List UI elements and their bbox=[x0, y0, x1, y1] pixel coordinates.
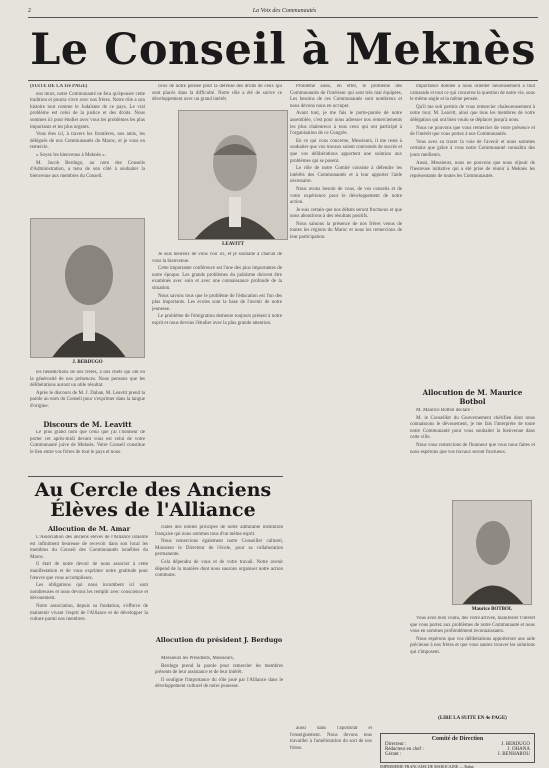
headline-rule bbox=[28, 80, 538, 81]
col2-lower-para-2: Nous savons tous que le problème de l'éducation est l'un des plus importants. Les écoles sont la base de l'avenir de notre jeunesse. bbox=[152, 293, 282, 312]
printer-line: IMPRIMERIE FRANÇAISE DE MAROCAINE — Rabat bbox=[380, 764, 474, 768]
col2-lower-para-3: Le problème de l'émigration demeure toujours présent à notre esprit et nous devons l'étudier avec la plus grande attention. bbox=[152, 314, 282, 326]
allocution-body bbox=[410, 408, 535, 493]
caption-leavitt: LEAVITT bbox=[222, 242, 244, 247]
berdugo-para-1: Messieurs les Présidents, Messieurs, bbox=[161, 656, 234, 661]
col2-para-2: Je suis heureux de vous voir ici, et je souhaite à chacun de vous la bienvenue. bbox=[152, 252, 282, 264]
col4-para-4: Vous avez su tracer la voie de l'avenir et nous sommes certains que grâce à vous notre Communauté connaîtra des jours meilleurs. bbox=[410, 139, 535, 158]
column-2-upper bbox=[152, 84, 282, 109]
berdugo-body bbox=[155, 656, 283, 763]
discours-heading: Discours de M. Leavitt bbox=[43, 420, 132, 429]
portrait-botbol-image bbox=[453, 501, 532, 605]
allocution-para-2: M. le Conseiller du Gouvernement chérifien dont nous connaissons le dévouement, je me fais l'interprète de toute notre Communauté pour vous souhaiter la bienvenue dans cette ville. bbox=[410, 415, 535, 441]
col4-lower-para-2: Nous espérons que vos délibérations apporteront une aide précieuse à nos frères et que vous saurez trouver les solutions qui s'imposent. bbox=[410, 636, 535, 655]
photo-botbol bbox=[452, 500, 532, 605]
mid-para-2: Nous remercions également notre Conseiller culturel, Monsieur le Directeur de l'école, pour sa collaboration permanente. bbox=[155, 539, 283, 558]
middle-body bbox=[155, 525, 283, 633]
amar-heading: Allocution de M. Amar bbox=[47, 525, 131, 533]
comite-row-director: Directeur : J. BERDUGO bbox=[385, 742, 530, 747]
col3-para-5: Nous avons besoin de vous, de vos conseils et de votre expérience pour le développement de notre action. bbox=[290, 186, 402, 206]
photo-leavitt bbox=[178, 110, 288, 240]
caption-botbol: Maurice BOTBOL bbox=[471, 607, 513, 612]
comite-row-gerant: Gérant : I. BENHAROU bbox=[385, 752, 530, 757]
column-2-lower bbox=[152, 252, 282, 472]
berdugo-para-2: Berdugo prend la parole pour remercier les membres présents de leur assistance et de leur intérêt. bbox=[155, 663, 283, 676]
col1-para-1: nos murs, notre Communauté ne fera qu'épouser cette tradition et pourra vivre avec nos frères. Notre rôle a son histoire tout comme le Judaïsme de ce pays. Le vrai problème est celui de la justice et des droits. Nous sommes ici pour étudier avec vous les problèmes les plus importants et les plus urgents. bbox=[30, 91, 145, 130]
comite-row-redactor: Rédacteur en chef : J. OHANA bbox=[385, 747, 530, 752]
discours-para-1: Le plus grand nom que celui que j'ai l'honneur de porter cet après-midi devant vous est celui de votre Communauté juive de Meknès. Votre Conseil constitue le lien entre vos frères de tout le pays et nous. bbox=[30, 430, 145, 455]
amar-para-4: Notre association, depuis sa fondation, s'efforce de maintenir vivant l'esprit de l'Alliance et de développer la culture parmi nos membres. bbox=[30, 603, 148, 623]
column-1-upper bbox=[30, 84, 145, 214]
amar-body bbox=[30, 535, 148, 763]
col1-lower-para-2: Après le discours de M. J. Dahan, M. Leavitt prend la parole au nom du Conseil pour s'exprimer dans la langue d'origine. bbox=[30, 390, 145, 409]
col2-para-1: ceux de notre pensée pour la défense des droits de ceux qui sont placés dans la difficulté. Notre rôle a été de suivre ce développement avec un grand intérêt. bbox=[152, 84, 282, 103]
mid-para-3: Cela dépendra de vous et de votre travail. Notre avenir dépend de la manière dont nous saurons organiser notre action commune. bbox=[155, 559, 283, 579]
col4-para-5: Aussi, Messieurs, nous ne pouvons que nous réjouir de l'heureuse initiative qui a été prise de réunir à Meknès les représentants de toutes les Communautés. bbox=[410, 160, 535, 179]
column-4-lower bbox=[410, 616, 535, 711]
page-number: 2 bbox=[28, 7, 31, 14]
col3-para-2: Avant tout, je me fais le porte-parole de notre assemblée, c'est pour nous adresser nos remerciements les plus chaleureux à tous ceux qui ont participé à l'organisation de ce Congrès. bbox=[290, 111, 402, 137]
col1-para-4: M. Jacob Berdugo, au nom des Conseils d'Administration, a tenu de son côté à souhaiter la bienvenue aux membres du Conseil. bbox=[30, 160, 145, 179]
section-title: Au Cercle des Anciens Élèves de l'Alliance bbox=[34, 479, 272, 521]
column-4-upper bbox=[410, 84, 535, 384]
allocution-para-3: Nous vous remercions de l'honneur que vous nous faites et nous espérons que vos travaux seront fructueux. bbox=[410, 442, 535, 455]
lead-label: (SUITE DE LA 1re PAGE) bbox=[30, 84, 88, 89]
allocution-para-1: M. Maurice Botbol déclare : bbox=[416, 408, 473, 413]
main-headline: Le Conseil à Meknès bbox=[30, 25, 536, 75]
col4-para-1: importance donnée à nous orienter heureusement à tout camarade et tout ce qui concerne la question de notre vie, sous le même angle et la même pensée. bbox=[410, 84, 535, 103]
amar-para-3: Les obligations qui nous incombent ici sont nombreuses et nous devons les remplir avec conscience et dévouement. bbox=[30, 583, 148, 602]
allocution-heading: Allocution de M. Maurice Botbol bbox=[422, 388, 523, 406]
column-1-lower bbox=[30, 370, 145, 415]
right-para-1: aussi dans l'apostolat et l'enseignement. Nous devons tous travailler à l'amélioration du sort de nos frères. bbox=[290, 726, 372, 751]
column-4-beside-photo bbox=[410, 500, 450, 605]
right-lower-body bbox=[290, 726, 372, 764]
col1-para-2: Vous êtes ici, à travers les frontières, nos amis, les délégués de nos Communautés du Maroc, et je vous en remercie. bbox=[30, 132, 145, 151]
amar-para-1: L'Association des anciens élèves de l'Alliance israélite est infiniment heureuse de recevoir dans son local les membres du Conseil des Communautés israélites du Maroc. bbox=[30, 535, 148, 560]
col3-para-7: Nous saluons la présence de nos frères venus de toutes les régions du Maroc et nous les remercions de leur participation. bbox=[290, 221, 402, 241]
col3-para-3: En ce qui vous concerne, Messieurs, il me reste à souhaiter que vos travaux soient couronnés de succès et que vos délibérations apportent une solution aux problèmes qui se posent. bbox=[290, 138, 402, 164]
mid-para-1: ciales des nobles principes de notre admirable institution française qui nous sommes tous d'un même esprit. bbox=[155, 525, 283, 537]
page-header bbox=[28, 4, 538, 18]
col3-para-6: Je suis certain que nos débats seront fructueux et que nous aboutirons à des résultats positifs. bbox=[290, 207, 402, 220]
col3-para-1: Problème aussi, en effet, le problème des Communautés de l'intérieur qui sont très mal équipées. Les besoins de ces Communautés sont nombreux et nous devons nous en occuper. bbox=[290, 84, 402, 109]
caption-berdugo: J. BERDUGO bbox=[72, 360, 103, 365]
amar-para-2: Il était de notre devoir de nous associer à cette manifestation et de vous exprimer notre gratitude pour l'œuvre que vous accomplissez. bbox=[30, 562, 148, 581]
comite-title: Comité de Direction bbox=[431, 736, 484, 742]
berdugo-para-3: Il souligne l'importance du rôle joué par l'Alliance dans le développement culturel de notre jeunesse. bbox=[155, 677, 283, 690]
berdugo-heading: Allocution du président J. Berdugo bbox=[155, 636, 283, 644]
portrait-leavitt-image bbox=[179, 111, 288, 240]
comite-de-direction-box bbox=[380, 733, 535, 763]
portrait-berdugo-image bbox=[31, 219, 145, 358]
col2-lower-para-1: Cette importante conférence est l'une des plus importantes de notre époque. Les grands problèmes du judaïsme doivent être examinés avec soin et avec une connaissance profonde de la situation. bbox=[152, 266, 282, 291]
discours-body bbox=[30, 430, 145, 475]
continued-note: (LIRE LA SUITE EN 4e PAGE) bbox=[438, 716, 507, 721]
col4-para-3: Nous ne pouvons que vous remercier de votre présence et de l'intérêt que vous portez à nos Communautés. bbox=[410, 125, 535, 138]
col1-lower-para-1: les bénédictions de nos frères, à nos chefs qui ont eu la générosité de nos présences. Nous pensons que les délibérations auront un utile résultat. bbox=[30, 370, 145, 389]
col4-para-2: Qu'il me soit permis de vous remercier chaleureusement à notre tour, M. Leavitt, ainsi que tous les membres de votre délégation qui ont bien voulu se déplacer jusqu'à nous. bbox=[410, 104, 535, 123]
column-3 bbox=[290, 84, 402, 724]
photo-berdugo bbox=[30, 218, 145, 358]
col1-para-3: « Soyez les bienvenus à Meknès ». bbox=[36, 152, 106, 158]
col4-lower-para-1: Vous avez bien voulu, dès votre arrivée, manifester l'intérêt que vous portez aux problèmes de notre Communauté et nous vous en sommes profondément reconnaissants. bbox=[410, 616, 535, 635]
section-rule bbox=[28, 476, 283, 477]
col3-para-4: Le rôle de notre Comité consiste à défendre les intérêts des Communautés et à leur apporter l'aide nécessaire. bbox=[290, 166, 402, 185]
paper-name: La Voix des Communautés bbox=[252, 7, 317, 14]
